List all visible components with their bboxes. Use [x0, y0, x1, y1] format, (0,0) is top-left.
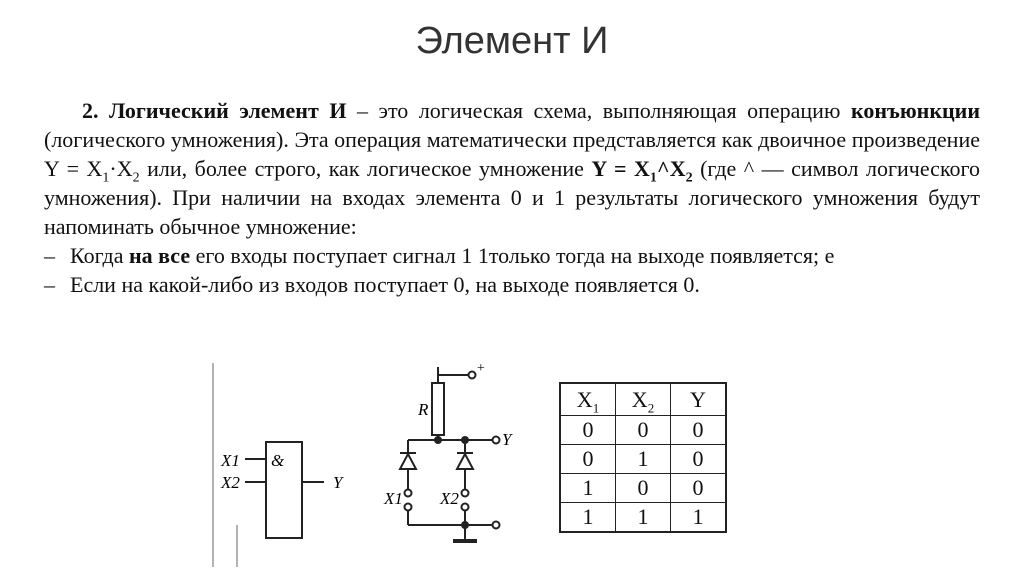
- table-row: [560, 474, 726, 503]
- table-cell: 0: [671, 445, 727, 474]
- diode-2: [457, 454, 473, 469]
- table-row: [560, 445, 726, 474]
- table-cell: 1: [560, 503, 616, 533]
- term-conjunction: конъюнкции: [850, 98, 981, 123]
- diode-1: [400, 454, 416, 469]
- product-dot: ·X: [109, 156, 133, 181]
- junction-dot: [435, 437, 441, 443]
- header-x1: [560, 383, 616, 416]
- diode-and-circuit: [400, 367, 500, 541]
- definition-paragraph: [44, 96, 980, 241]
- header-base: X: [576, 386, 593, 412]
- table-cell: 1: [616, 445, 671, 474]
- table-cell: 0: [671, 416, 727, 445]
- text-1: – это логическая схема, выполняющая операцию: [346, 98, 851, 123]
- formula: [591, 156, 693, 186]
- circuit-input-label-1: X1: [384, 489, 403, 508]
- header-y: [671, 383, 727, 416]
- bullet-dash: –: [44, 272, 55, 297]
- table-cell: 0: [616, 474, 671, 503]
- table-cell: 0: [560, 445, 616, 474]
- bullet-text-pre: Когда: [70, 243, 129, 268]
- switch-contact-1: [405, 504, 412, 511]
- switch-contact-2: [462, 504, 469, 511]
- table-row: [560, 416, 726, 445]
- bullet-list: [44, 241, 980, 299]
- gate-input-label-2: X2: [221, 473, 240, 492]
- table-cell: 0: [616, 416, 671, 445]
- figures-area: [0, 355, 1024, 574]
- subscript-2: 2: [132, 170, 140, 186]
- header-x2: [616, 383, 671, 416]
- table-cell: 0: [671, 474, 727, 503]
- circuit-diagrams: [0, 355, 1024, 574]
- resistor-label: R: [418, 400, 429, 419]
- header-base: Y: [690, 386, 706, 412]
- text-3: или, более строго, как логическое умножение: [139, 156, 592, 181]
- bullet-dash: –: [44, 243, 55, 268]
- term-and-gate: Логический элемент И: [109, 98, 347, 123]
- table-cell: 0: [560, 416, 616, 445]
- supply-label: +: [476, 361, 486, 376]
- body-text: [44, 96, 980, 299]
- formula-y: Y = X: [591, 156, 650, 181]
- bullet-item: [44, 241, 980, 270]
- subscript-1: 1: [102, 170, 110, 186]
- bullet-text-bold: на все: [128, 243, 191, 268]
- text-2: (логического умножения). Эта операция математически представляется как двоичное произведение Y = X: [44, 127, 980, 181]
- slide-title: Элемент И: [415, 20, 609, 62]
- junction-dot: [462, 522, 468, 528]
- bullet-item: [44, 270, 980, 299]
- and-gate-symbol: [220, 442, 344, 538]
- header-base: X: [631, 386, 648, 412]
- formula-sub-2: 2: [685, 170, 693, 186]
- ground-terminal: [493, 522, 500, 529]
- resistor-r: [432, 383, 444, 435]
- truth-table-header-row: [560, 383, 726, 416]
- bullet-text-post: его входы поступает сигнал 1 1только тогда на выходе появляется; е: [190, 243, 835, 268]
- table-cell: 1: [616, 503, 671, 533]
- circuit-output-label: Y: [502, 430, 512, 449]
- circuit-input-label-2: X2: [440, 489, 459, 508]
- gate-output-label: Y: [333, 473, 343, 492]
- formula-sub-1: 1: [649, 170, 657, 186]
- table-row: [560, 503, 726, 533]
- paragraph-number: 2.: [82, 98, 99, 123]
- bullet-text-pre: Если на какой-либо из входов поступает 0, на выходе появляется 0.: [70, 272, 700, 297]
- truth-table: [559, 382, 727, 533]
- header-sub: 2: [647, 399, 655, 415]
- supply-terminal: [469, 372, 476, 379]
- table-cell: 1: [560, 474, 616, 503]
- text-4: (где ^ — символ логического умножения). При наличии на входах элемента 0 и 1 результаты логического умножения будут напоминать обычное умножение:: [44, 156, 980, 239]
- formula-and: ^X: [656, 156, 686, 181]
- table-cell: 1: [671, 503, 727, 533]
- input-terminal-1: [405, 490, 412, 497]
- input-terminal-2: [462, 490, 469, 497]
- gate-symbol-label: &: [271, 451, 285, 470]
- header-sub: 1: [592, 399, 600, 415]
- gate-input-label-1: X1: [221, 451, 240, 470]
- output-terminal: [493, 437, 500, 444]
